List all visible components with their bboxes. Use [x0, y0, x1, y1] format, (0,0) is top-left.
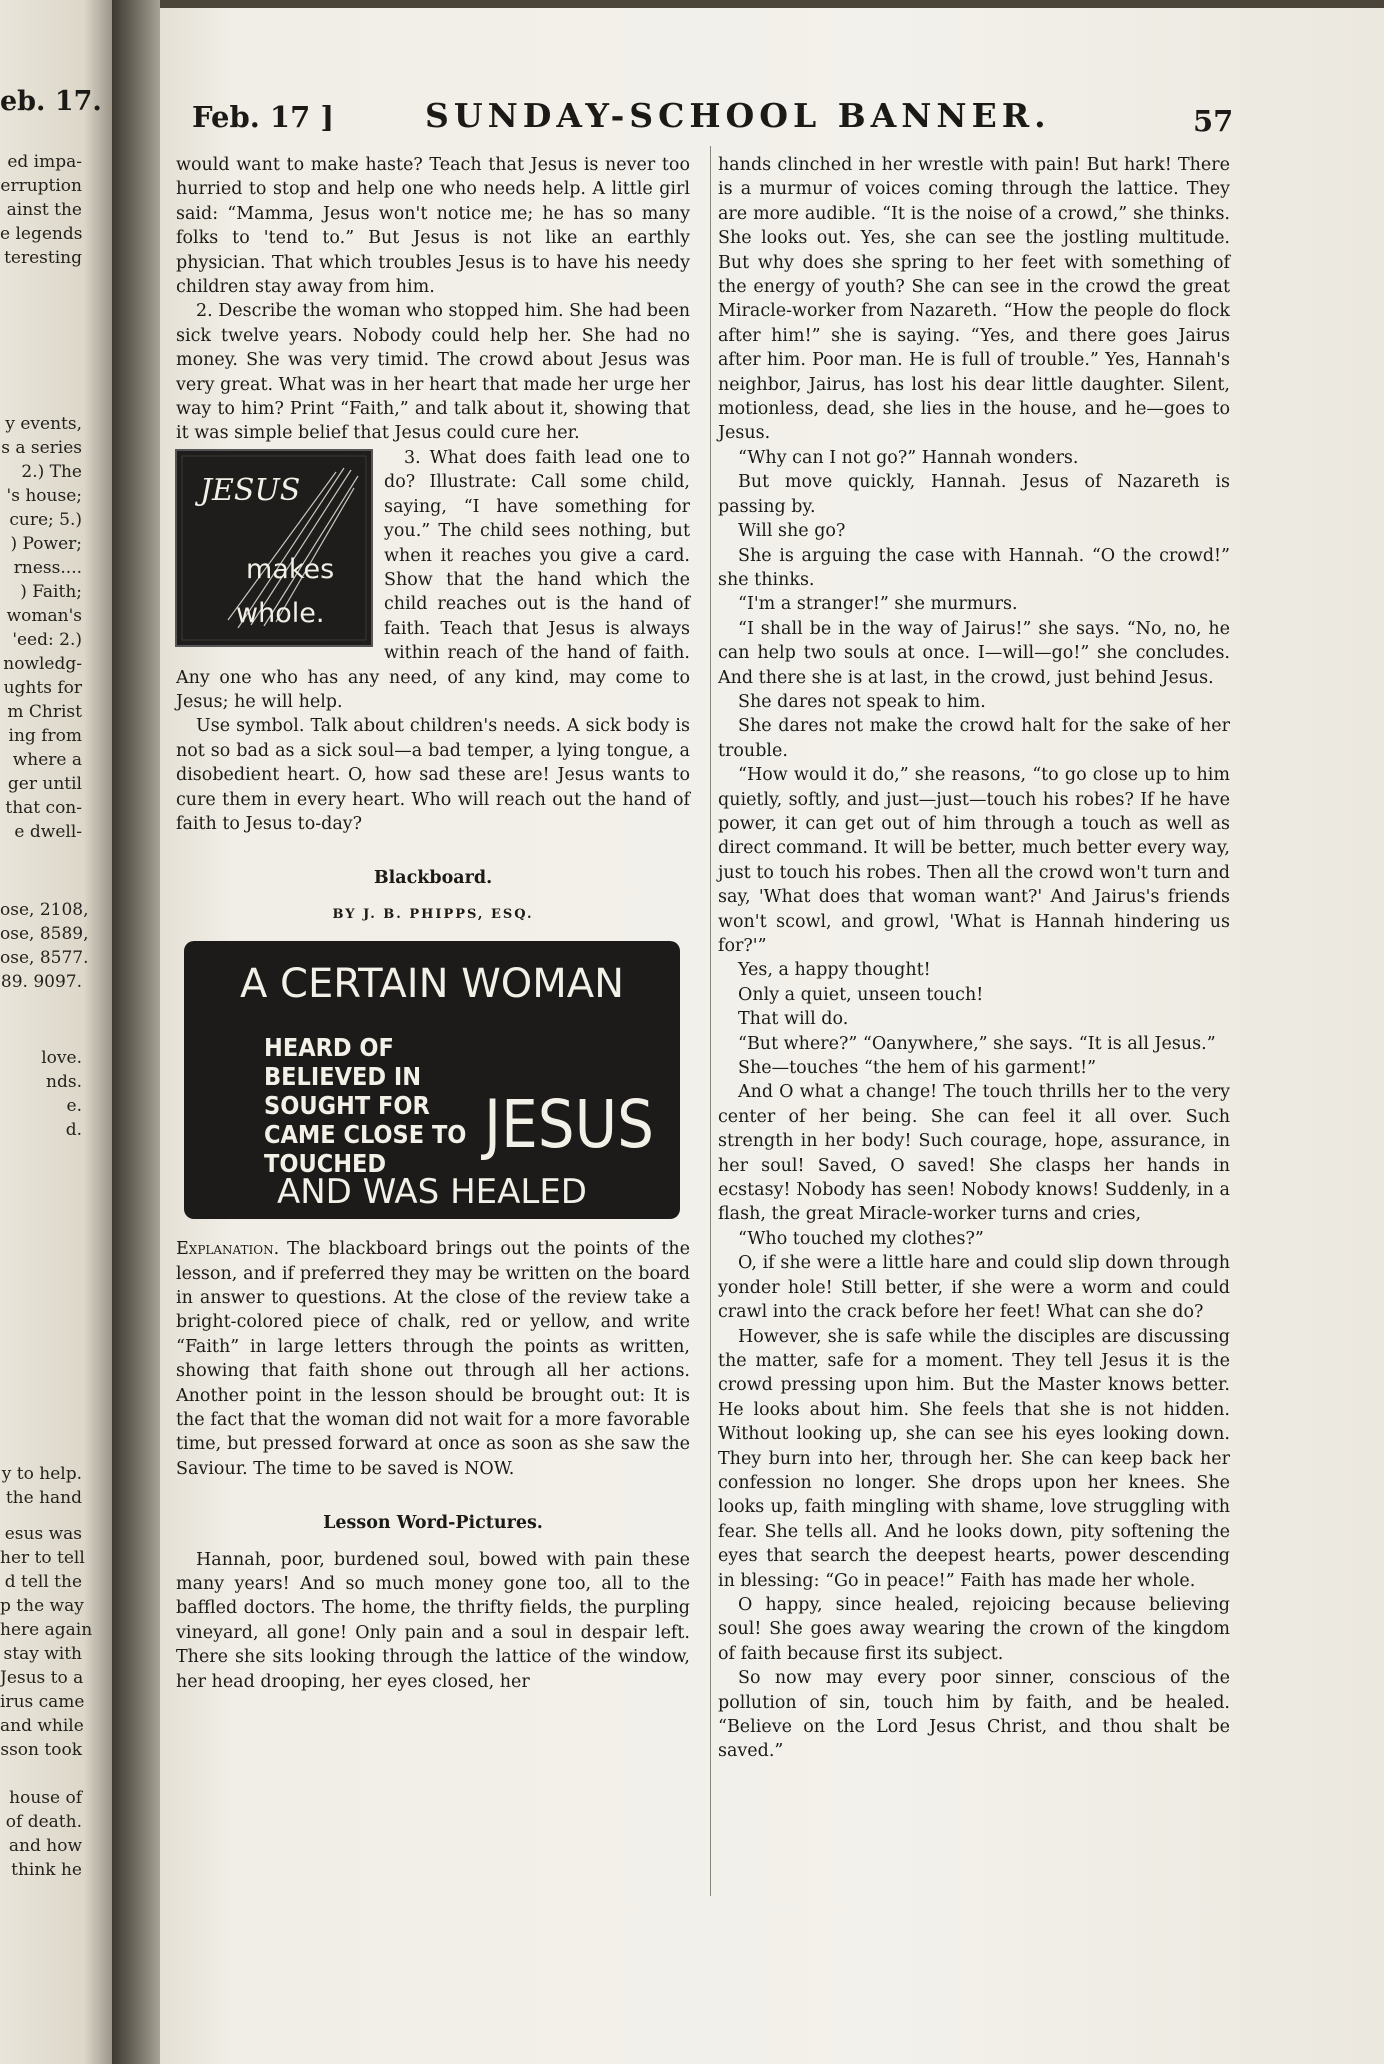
blackboard-jesus: JESUS: [480, 1086, 654, 1164]
previous-page-line: nowledg-: [3, 654, 82, 674]
header-title: SUNDAY-SCHOOL BANNER.: [425, 96, 1051, 135]
previous-page-line: Jesus to a: [0, 1668, 84, 1688]
right-column: [718, 153, 1230, 1764]
paragraph: “I shall be in the way of Jairus!” she says. “No, no, he can help two souls at once. I—will—go!” she concludes. And there she is at last, in the crowd, just behind Jesus.: [718, 618, 1230, 688]
previous-page-line: love.: [41, 1048, 82, 1068]
blackboard-bottom-line: AND WAS HEALED: [276, 1172, 588, 1213]
explanation-label: Explanation.: [176, 1239, 280, 1260]
paragraph: So now may every poor sinner, conscious of the pollution of sin, touch him by faith, and be healed. “Believe on the Lord Jesus Christ, and thou shalt be saved.”: [718, 1668, 1230, 1762]
jesus-makes-whole-illustration: [176, 450, 372, 646]
previous-page-line: esus was: [4, 1524, 82, 1544]
explanation-text: The blackboard brings out the points of the lesson, and if preferred they may be written on the board in answer to questions. At the close of the review take a bright-colored piece of chalk, red or yellow, and write “Faith” in large letters through the points as written, showing that faith shone out through all her actions. Another point in the lesson should be brought out: It is the fact that the woman did not wait for a more favorable time, but pressed forward at once as soon as she saw the Saviour. The time to be saved is NOW.: [176, 1239, 690, 1479]
previous-page-line: e dwell-: [14, 822, 82, 842]
jesus-box-title: JESUS: [200, 472, 301, 508]
previous-page-line: 2.) The: [21, 462, 82, 482]
previous-page-line: ger until: [7, 774, 82, 794]
paragraph: “But where?” “Oanywhere,” she says. “It is all Jesus.”: [738, 1033, 1216, 1054]
paragraph: would want to make haste? Teach that Jesus is never too hurried to stop and help one who needs help. A little girl said: “Mamma, Jesus won't notice me; he has so many folks to 'tend to.” But Jesus is not like an earthly physician. That which troubles Jesus is to have his needy children stay away from him.: [176, 155, 690, 298]
blackboard-line: TOUCHED: [264, 1149, 387, 1179]
previous-page-line: ) Power;: [10, 534, 82, 554]
previous-page-line: that con-: [5, 798, 82, 818]
paragraph: O, if she were a little hare and could slip down through yonder hole! Still better, if she were a worm and could crawl into the crack before her feet! What can she do?: [718, 1253, 1230, 1323]
paragraph: “How would it do,” she reasons, “to go close up to him quietly, softly, and just—just—touch his robes? If he have power, it can get out of him through a touch as well as direct command. It will be better, much better every way, just to touch his robes. Then all the crowd won't turn and say, 'What does that woman want?' And Jairus's friends won't scowl, and growl, 'What is Hannah hindering us for?'”: [718, 765, 1230, 956]
paragraph: She is arguing the case with Hannah. “O the crowd!” she thinks.: [718, 545, 1230, 590]
previous-page-line: ose, 8589,: [0, 924, 89, 944]
blackboard-top-line: A CERTAIN WOMAN: [239, 961, 625, 1008]
previous-page-line: ainst the: [6, 200, 82, 220]
previous-page-line: m Christ: [7, 702, 82, 722]
previous-page-line: e legends: [0, 224, 83, 244]
paragraph: However, she is safe while the disciples are discussing the matter, safe for a moment. They tell Jesus it is the crowd pressing upon him. But the Master knows better. He looks about him. She feels that she is not hidden. Without looking up, she can see his eyes looking down. They burn into her, through her. She can keep back her confession no longer. She drops upon her knees. She looks up, faith mingling with shame, love struggling with fear. She tells all. And he looks down, pity softening the eyes that search the deepest hearts, power descending in blessing: “Go in peace!” Faith has made her whole.: [718, 1326, 1230, 1591]
byline: BY J. B. PHIPPS, ESQ.: [332, 906, 534, 922]
previous-page-line: 89. 9097.: [0, 972, 82, 992]
previous-page-line: the hand: [5, 1488, 82, 1508]
jesus-box-makes: makes: [246, 553, 335, 585]
previous-page-line: irus came: [0, 1692, 85, 1712]
paragraph: She dares not make the crowd halt for the sake of her trouble.: [718, 716, 1230, 761]
previous-page-line: and while: [0, 1716, 84, 1736]
binding-gutter: [112, 0, 160, 2064]
previous-page-line: e.: [66, 1096, 82, 1116]
paragraph: Will she go?: [738, 521, 846, 542]
previous-page-line: ose, 2108,: [0, 900, 89, 920]
paragraph: “I'm a stranger!” she murmurs.: [738, 594, 1018, 615]
paragraph: O happy, since healed, rejoicing because believing soul! She goes away wearing the crown of the kingdom of faith because first its subject.: [718, 1594, 1230, 1664]
previous-page-line: and how: [8, 1836, 82, 1856]
paragraph: But move quickly, Hannah. Jesus of Nazareth is passing by.: [718, 472, 1230, 517]
previous-page-line: p the way: [0, 1596, 84, 1616]
column-rule: [710, 146, 711, 1896]
page-number: 57: [1193, 104, 1234, 138]
previous-page-line: ughts for: [3, 678, 82, 698]
previous-page-line: rness....: [13, 558, 82, 578]
left-column: [176, 153, 690, 1694]
previous-page-line: 's house;: [6, 486, 82, 506]
previous-page-line: y to help.: [1, 1464, 82, 1484]
paragraph: She—touches “the hem of his garment!”: [738, 1058, 1097, 1079]
previous-page-line: d.: [65, 1120, 82, 1140]
blackboard-line: HEARD OF: [264, 1033, 394, 1063]
previous-page-line: ed impa-: [7, 152, 82, 172]
explanation-paragraph: [176, 1237, 690, 1481]
previous-page-line: stay with: [3, 1644, 82, 1664]
previous-page-line: ose, 8577.: [0, 948, 89, 968]
previous-page-line: ) Faith;: [20, 582, 82, 602]
previous-page-line: d tell the: [4, 1572, 82, 1592]
jesus-box-whole: whole.: [236, 597, 325, 629]
previous-page-line: her to tell: [0, 1548, 85, 1568]
paragraph: 3. What does faith lead one to do? Illustrate: Call some child, saying, “I have something for you.” The child sees nothing, but when it reaches you give a card. Show that the hand which the child reaches out is the hand of faith. Teach that Jesus is always within reach of the hand of faith. Any one who has any need, of any kind, may come to Jesus; he will help.: [176, 447, 690, 712]
previous-page-line: of death.: [5, 1812, 82, 1832]
previous-page-line: think he: [11, 1860, 82, 1880]
previous-page-line: woman's: [6, 606, 82, 626]
paragraph: Yes, a happy thought!: [738, 960, 931, 981]
previous-page-line: y events,: [5, 414, 82, 434]
blackboard-line: BELIEVED IN: [264, 1062, 422, 1092]
paragraph: Use symbol. Talk about children's needs. A sick body is not so bad as a sick soul—a bad temper, a lying tongue, a disobedient heart. O, how sad these are! Jesus wants to cure them in every heart. Who will reach out the hand of faith to Jesus to-day?: [176, 716, 690, 834]
previous-page-line: here again: [0, 1620, 93, 1640]
previous-page-line: s a series: [1, 438, 82, 458]
previous-page-line: ing from: [8, 726, 82, 746]
previous-page-line: house of: [9, 1788, 82, 1808]
paragraph: She dares not speak to him.: [738, 691, 986, 712]
section-heading-word-pictures: Lesson Word-Pictures.: [323, 1513, 543, 1534]
header-date: Feb. 17 ]: [192, 100, 335, 134]
previous-page-edge: [0, 0, 112, 2064]
paragraph: 2. Describe the woman who stopped him. She had been sick twelve years. Nobody could help her. She had no money. She was very timid. The crowd about Jesus was very great. What was in her heart that made her urge her way to him? Print “Faith,” and talk about it, showing that it was simple belief that Jesus could cure her.: [176, 301, 690, 444]
section-heading-blackboard: Blackboard.: [373, 868, 493, 889]
paragraph: “Who touched my clothes?”: [738, 1228, 984, 1249]
paragraph: And O what a change! The touch thrills her to the very center of her being. She can feel it all over. Such strength in her body! Such courage, hope, assurance, in her soul! Saved, O saved! She clasps her hands in ecstasy! Nobody has seen! Nobody knows! Suddenly, in a flash, the great Miracle-worker turns and cries,: [718, 1082, 1230, 1225]
previous-page-line: 'eed: 2.): [12, 630, 82, 650]
previous-page-line: cure; 5.): [9, 510, 82, 530]
blackboard-line: SOUGHT FOR: [264, 1091, 430, 1121]
blackboard-illustration: [184, 941, 680, 1219]
paragraph: That will do.: [738, 1009, 849, 1030]
paragraph: Hannah, poor, burdened soul, bowed with pain these many years! And so much money gone too, all to the baffled doctors. The home, the thrifty fields, the purpling vineyard, all gone! Only pain and a soul in despair left. There she sits looking through the lattice of the window, her head drooping, her eyes closed, her: [176, 1549, 690, 1692]
previous-page-line: erruption: [0, 176, 82, 196]
previous-page-line: nds.: [46, 1072, 82, 1092]
previous-page-line: sson took: [0, 1740, 82, 1760]
paragraph: Only a quiet, unseen touch!: [738, 984, 984, 1005]
previous-page-line: teresting: [4, 248, 82, 268]
previous-page-date: eb. 17.: [0, 86, 102, 117]
blackboard-line: CAME CLOSE TO: [264, 1120, 467, 1150]
previous-page-line: where a: [12, 750, 82, 770]
paragraph: “Why can I not go?” Hannah wonders.: [738, 447, 1079, 468]
paragraph: hands clinched in her wrestle with pain! But hark! There is a murmur of voices coming through the lattice. They are more audible. “It is the noise of a crowd,” she thinks. She looks out. Yes, she can see the jostling multitude. But why does she spring to her feet with something of the energy of youth? She can see in the crowd the great Miracle-worker from Nazareth. “How the people do flock after him!” she is saying. “Yes, and there goes Jairus after him. Poor man. He is full of trouble.” Yes, Hannah's neighbor, Jairus, has lost his dear little daughter. Silent, motionless, dead, she lies in the house, and he—goes to Jesus.: [718, 155, 1230, 444]
